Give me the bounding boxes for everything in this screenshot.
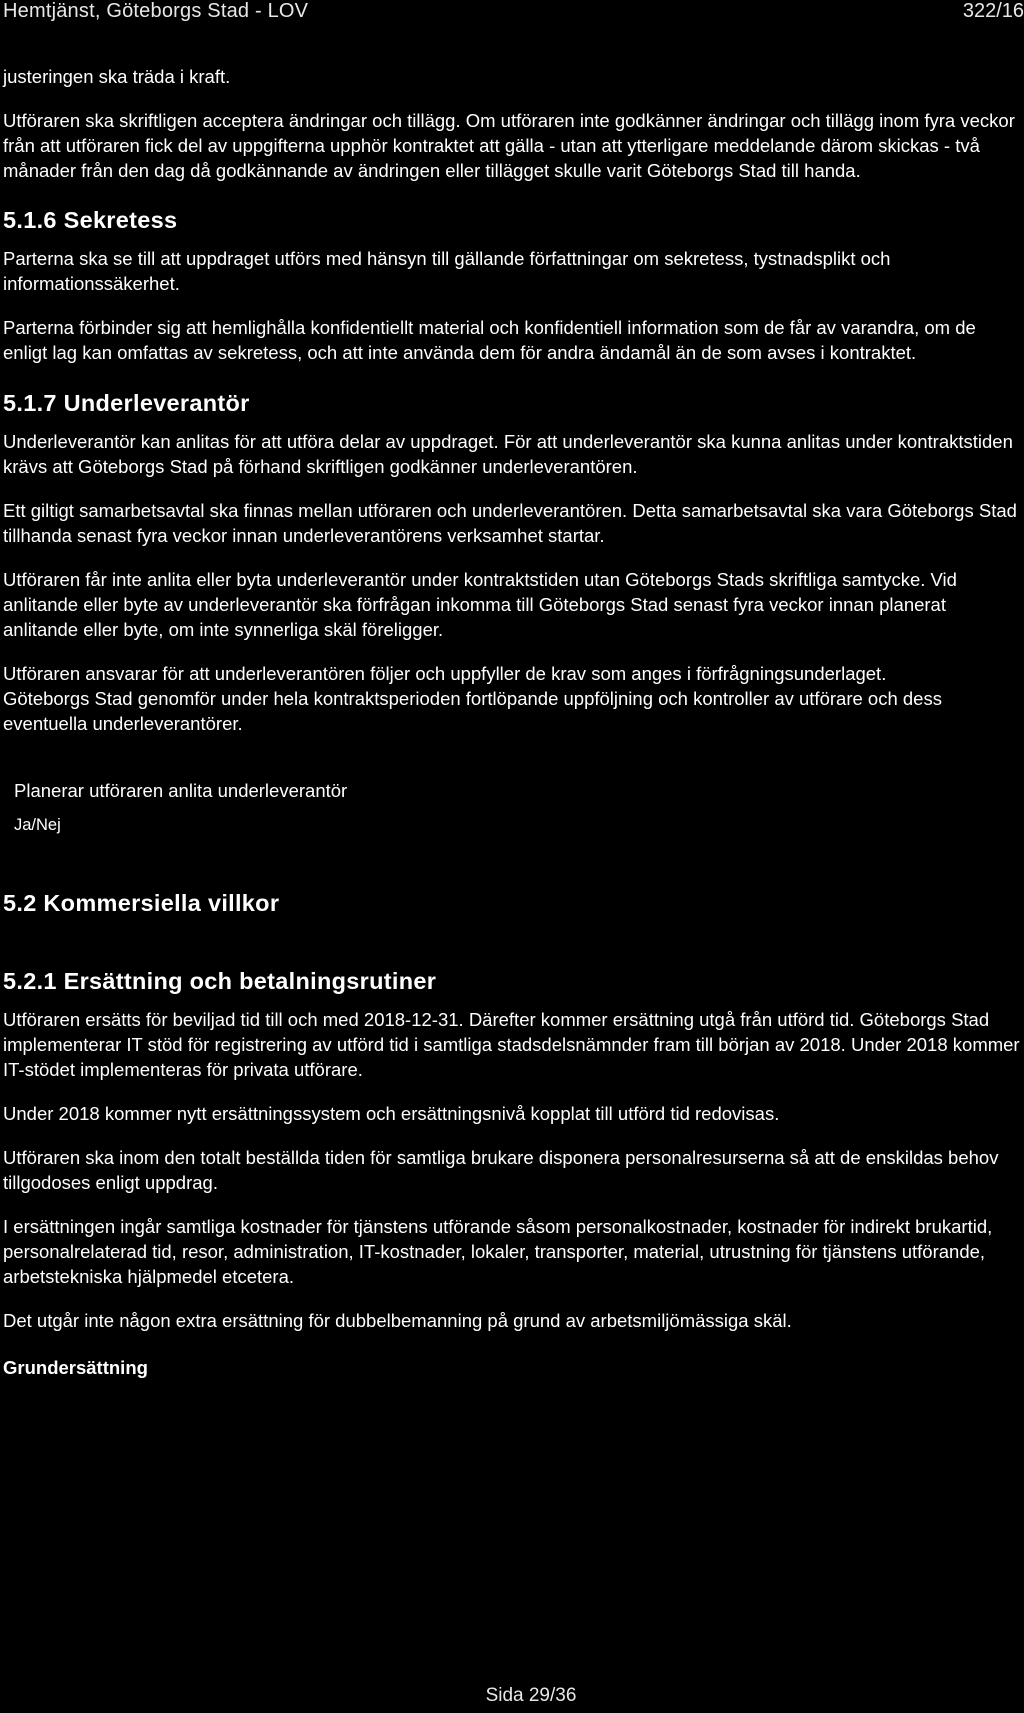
page-number: Sida 29/36 [485,1685,577,1706]
s521-paragraph-2: Under 2018 kommer nytt ersättningssystem och ersättningsnivå kopplat till utförd tid redovisas. [3,1103,780,1124]
subcontractor-question [14,778,1024,836]
section-heading-5-2-1: 5.2.1 Ersättning och betalningsrutiner [3,968,437,994]
section-heading-5-2: 5.2 Kommersiella villkor [3,890,280,916]
document-reference-number: 322/16 [962,0,1024,22]
s521-paragraph-4: I ersättningen ingår samtliga kostnader för tjänstens utförande såsom personalkostnader, kostnader för indirekt brukartid, personalrelaterad tid, resor, administration, IT-kostnader, lokaler, transporter, material, utrustning för tjänstens utförande, arbetstekniska hjälpmedel etcetera. [3,1216,993,1287]
s517-paragraph-2: Ett giltigt samarbetsavtal ska finnas mellan utföraren och underleverantören. Detta samarbetsavtal ska vara Göteborgs Stad tillhanda senast fyra veckor innan underleverantörens verksamhet startar. [3,500,1017,546]
s521-paragraph-1: Utföraren ersätts för beviljad tid till och med 2018-12-31. Därefter kommer ersättning utgå från utförd tid. Göteborgs Stad implementerar IT stöd för registrering av utförd tid i samtliga stadsdelsnämnder fram till början av 2018. Under 2018 kommer IT-stödet implementeras för privata utförare. [3,1009,1020,1080]
s517-paragraph-3: Utföraren får inte anlita eller byta underleverantör under kontraktstiden utan Göteborgs Stads skriftliga samtycke. Vid anlitande eller byte av underleverantör ska förfrågan inkomma till Göteborgs Stad senast fyra veckor innan planerat anlitande eller byte, om inte synnerliga skäl föreligger. [3,569,957,640]
s516-paragraph-1: Parterna ska se till att uppdraget utförs med hänsyn till gällande författningar om sekretess, tystnadsplikt och informationssäkerhet. [3,248,891,294]
s516-paragraph-2: Parterna förbinder sig att hemlighålla konfidentiellt material och konfidentiell information som de får av varandra, om de enligt lag kan omfattas av sekretess, och att inte använda dem för andra ändamål än de som avses i kontraktet. [3,317,976,363]
s517-paragraph-5: Göteborgs Stad genomför under hela kontraktsperioden fortlöpande uppföljning och kontroller av utförare och dess eventuella underleverantörer. [3,688,942,734]
document-body [3,64,1024,1380]
section-heading-5-1-6: 5.1.6 Sekretess [3,207,178,233]
s521-paragraph-5: Det utgår inte någon extra ersättning för dubbelbemanning på grund av arbetsmiljömässiga skäl. [3,1310,792,1331]
subheading-grundersattning: Grundersättning [3,1357,148,1378]
s517-paragraph-1: Underleverantör kan anlitas för att utföra delar av uppdraget. För att underleverantör ska kunna anlitas under kontraktstiden krävs att Göteborgs Stad på förhand skriftligen godkänner underleverantören. [3,431,1013,477]
document-header-title: Hemtjänst, Göteborgs Stad - LOV [3,0,309,22]
intro-paragraph-1: justeringen ska träda i kraft. [3,66,231,87]
question-label: Planerar utföraren anlita underleverantör [14,780,348,801]
answer-options: Ja/Nej [14,816,61,834]
s517-paragraph-4: Utföraren ansvarar för att underleverantören följer och uppfyller de krav som anges i förfrågningsunderlaget. [3,663,887,684]
intro-paragraph-2: Utföraren ska skriftligen acceptera ändringar och tillägg. Om utföraren inte godkänner ändringar och tillägg inom fyra veckor från att utföraren fick del av uppgifterna upphör kontraktet att gälla - utan att ytterligare meddelande därom skickas - två månader från den dag då godkännande av ändringen eller tillägget skulle varit Göteborgs Stad till handa. [3,110,1015,181]
section-heading-5-1-7: 5.1.7 Underleverantör [3,390,250,416]
s521-paragraph-3: Utföraren ska inom den totalt beställda tiden för samtliga brukare disponera personalresurserna så att de enskildas behov tillgodoses enligt uppdrag. [3,1147,999,1193]
